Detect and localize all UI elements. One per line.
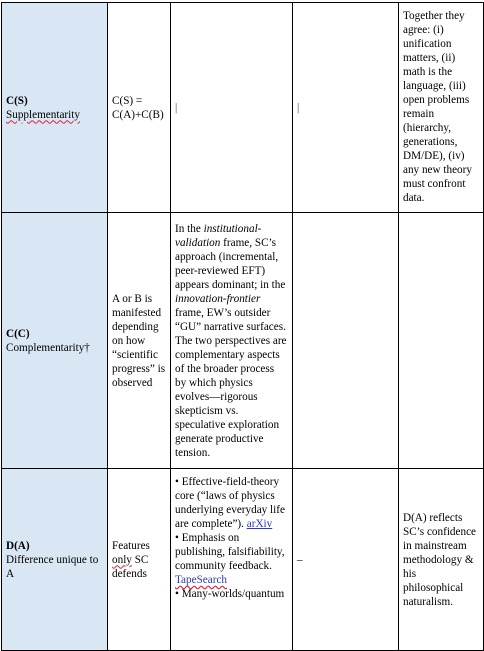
text-run: SC defends xyxy=(112,553,149,580)
row-header-cell xyxy=(2,3,108,213)
text-run: frame, EW’s outsider “GU” narrative surfaces. The two perspectives are complementary aspects of the broader process by which physics evolves—rigorous skepticism vs. speculative exploration generate productive tension. xyxy=(175,306,287,459)
source-link[interactable]: TapeSearch xyxy=(175,574,228,586)
note-cell xyxy=(399,213,484,469)
source-link[interactable]: arXiv xyxy=(246,518,273,530)
formula-cell xyxy=(108,3,171,213)
note-text: Together they agree: (i) unification matters, (ii) math is the language, (iii) open problems remain (hierarchy, generations, DM/DE), (iv) any new theory must confront data. xyxy=(403,10,472,204)
content-cell xyxy=(171,3,293,213)
table-row xyxy=(2,469,484,651)
text-run: In the xyxy=(175,222,204,235)
bullet-item xyxy=(175,587,288,601)
text-run: Features xyxy=(112,539,150,552)
cursor-mark: | xyxy=(175,101,178,114)
italic-term: innovation-frontier xyxy=(175,292,261,305)
bullet-text: • Effective-field-theory core (“laws of physics underlying everyday life are complete”). xyxy=(175,476,285,530)
cell-text: – xyxy=(297,553,303,566)
bullet-item xyxy=(175,475,288,531)
text-run: frame, SC’s approach (incremental, peer-reviewed EFT) appears dominant; in the xyxy=(175,236,286,291)
content-cell xyxy=(293,3,399,213)
row-label: Difference unique to A xyxy=(6,553,99,580)
row-header-cell xyxy=(2,469,108,651)
bullet-text: • Many-worlds/quantum xyxy=(175,588,285,600)
bullets-cell xyxy=(171,469,293,651)
formula-text: A or B is manifested depending on how “scientific progress” is observed xyxy=(112,292,166,389)
content-cell xyxy=(293,469,399,651)
bullet-text: • Emphasis on publishing, falsifiability, community feedback. xyxy=(175,532,285,572)
comparison-table xyxy=(1,2,484,651)
row-code: C(S) xyxy=(6,94,28,107)
table-row xyxy=(2,3,484,213)
row-code: D(A) xyxy=(6,539,30,552)
row-code: C(C) xyxy=(6,327,30,340)
text-run: only xyxy=(112,553,132,566)
content-cell xyxy=(171,213,293,469)
formula-text: C(S) = C(A)+C(B) xyxy=(112,94,164,121)
row-label: Complementarity† xyxy=(6,341,90,354)
italic-term: institutional-validation xyxy=(175,222,262,249)
note-cell xyxy=(399,3,484,213)
row-label: Supplementarity xyxy=(6,108,80,121)
formula-cell xyxy=(108,213,171,469)
row-header-cell xyxy=(2,213,108,469)
cursor-mark: | xyxy=(297,101,300,114)
note-text: D(A) reflects SC’s confidence in mainstream methodology & his philosophical naturalism. xyxy=(403,511,477,608)
formula-cell xyxy=(108,469,171,651)
content-cell xyxy=(293,213,399,469)
bullet-item xyxy=(175,531,288,587)
table-row xyxy=(2,213,484,469)
note-cell xyxy=(399,469,484,651)
